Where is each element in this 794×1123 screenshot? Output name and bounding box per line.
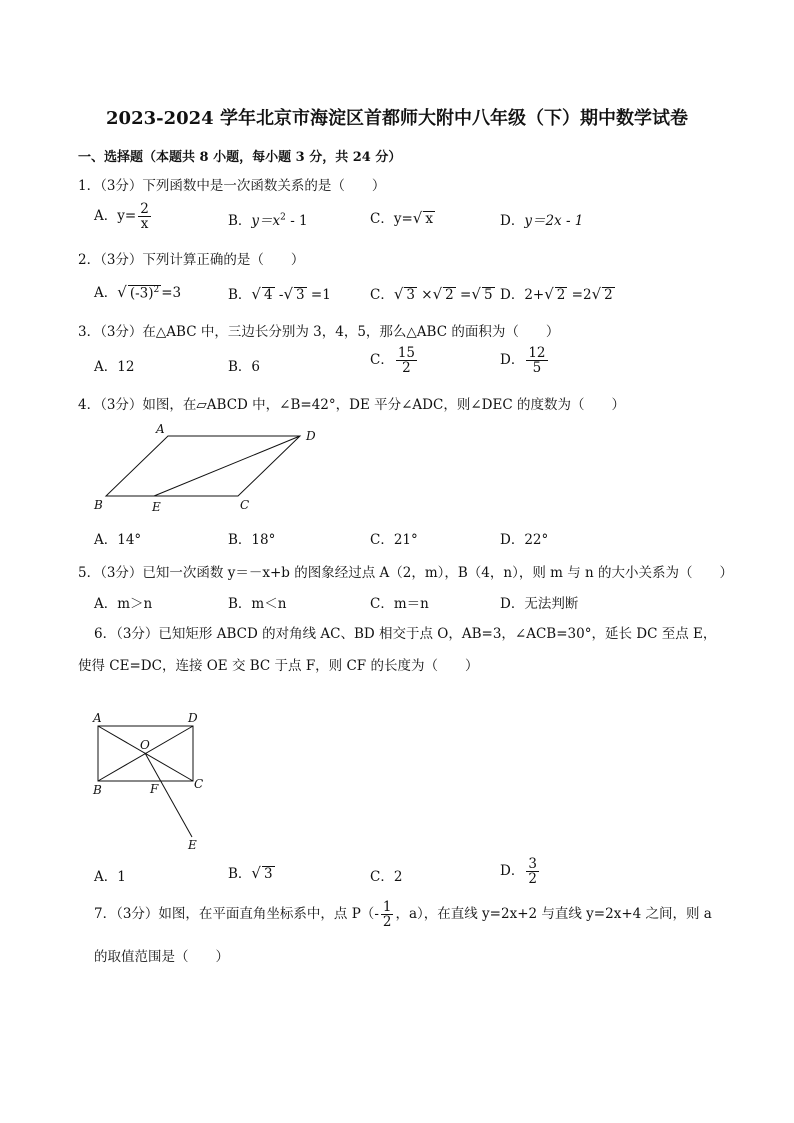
q1-option-a: A．y= $\frac{2}{x}$ <box>94 201 149 233</box>
q5-option-d: D．无法判断 <box>500 596 579 612</box>
q2-option-b: B．√ 4 -√ 3 =1 <box>228 285 331 303</box>
q2-option-d: D．2+√ 2 =2√ 2 <box>500 285 613 303</box>
segment-de <box>154 436 300 496</box>
q5-option-b: B．m＜n <box>228 596 287 612</box>
q4-parallelogram-figure <box>88 420 328 520</box>
label-e: E <box>188 838 197 852</box>
q2-option-a: A．√ $(-3)^2 =3$ <box>94 283 182 301</box>
q2-option-c: C．√ 3 ×√ 2 =√ 5 <box>370 285 493 303</box>
q3-option-a: A．12 <box>94 359 135 375</box>
q3-option-d: D． $\frac{12}{5}$ <box>500 345 546 377</box>
parallelogram-abcd <box>106 436 300 496</box>
q6-option-d: D． $\frac{3}{2}$ <box>500 856 537 888</box>
q6-option-a: A．1 <box>94 869 126 885</box>
q6-stem-line1: 6．（3分）已知矩形 ABCD 的对角线 AC、BD 相交于点 O，AB=3，∠ACB=30°，延长 DC 至点 E， <box>94 626 717 642</box>
label-a: A <box>93 711 102 725</box>
q7-stem-line2: 的取值范围是（ ） <box>94 949 229 965</box>
label-b: B <box>93 783 102 797</box>
q3-option-b: B．6 <box>228 359 261 375</box>
q1-option-b: B．$y=x^2 - 1$ <box>228 212 308 229</box>
q3-option-c: C． $\frac{15}{2}$ <box>370 345 416 377</box>
label-c: C <box>194 777 204 791</box>
label-f: F <box>150 782 159 796</box>
q4-option-b: B．18° <box>228 532 276 548</box>
label-o: O <box>140 738 150 752</box>
q4-option-d: D．22° <box>500 532 549 548</box>
q3-stem: 3．（3分）在△ABC 中，三边长分别为 3，4，5，那么△ABC 的面积为（ ） <box>78 324 560 340</box>
q6-stem-line2: 使得 CE=DC，连接 OE 交 BC 于点 F，则 CF 的长度为（ ） <box>78 658 479 674</box>
q4-stem: 4．（3分）如图，在▱ABCD 中，∠B=42°，DE 平分∠ADC，则∠DEC 的度数为（ ） <box>78 397 625 413</box>
q5-stem: 5．（3分）已知一次函数 y＝－x+b 的图象经过点 A（2，m），B（4，n），则 m 与 n 的大小关系为（ ） <box>78 565 733 581</box>
label-e: E <box>152 500 161 514</box>
label-d: D <box>188 711 198 725</box>
q2-stem: 2．（3分）下列计算正确的是（ ） <box>78 252 305 268</box>
label-c: C <box>240 498 250 512</box>
q6-option-b: B．√ 3 <box>228 864 273 882</box>
q5-option-a: A．m＞n <box>94 596 153 612</box>
label-d: D <box>306 429 316 443</box>
label-b: B <box>94 498 103 512</box>
q4-option-c: C．21° <box>370 532 418 548</box>
section-heading: 一、选择题（本题共 8 小题，每小题 3 分，共 24 分） <box>78 150 402 165</box>
q7-stem-line1: 7．（3分）如图，在平面直角坐标系中，点 P（- $\frac{1}{2}$ ，a），在直线 y=2x+2 与直线 y=2x+4 之间，则 a <box>94 899 712 931</box>
q6-option-c: C．2 <box>370 869 403 885</box>
q1-option-c: C．y=√ x <box>370 209 433 227</box>
q5-option-c: C．m＝n <box>370 596 429 612</box>
q4-option-a: A．14° <box>94 532 142 548</box>
page-title: 2023-2024 学年北京市海淀区首都师大附中八年级（下）期中数学试卷 <box>106 108 688 129</box>
label-a: A <box>156 422 165 436</box>
q1-stem: 1．（3分）下列函数中是一次函数关系的是（ ） <box>78 178 386 194</box>
q1-option-d: D．y＝2x - 1 <box>500 213 584 229</box>
q6-rectangle-figure <box>88 706 218 856</box>
